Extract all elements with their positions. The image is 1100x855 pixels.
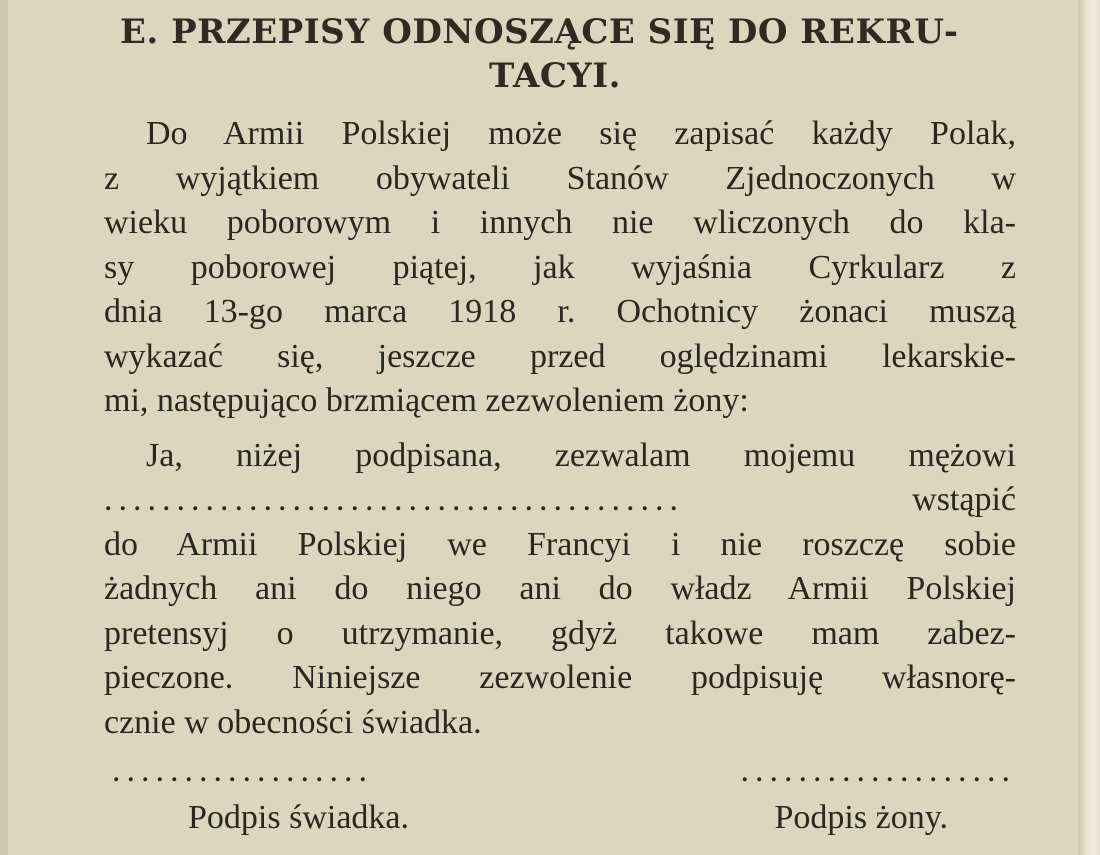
signature-labels xyxy=(188,796,948,840)
witness-signature-blank: .................. xyxy=(112,752,373,789)
paragraph-line: wieku poborowym i innych nie wliczonych do kla- xyxy=(104,204,1016,241)
paragraph-line: mi, następująco brzmiącem zezwoleniem żony: xyxy=(104,382,749,419)
paragraph-line: sy poborowej piątej, jak wyjaśnia Cyrkularz z xyxy=(104,248,1016,286)
page-right-margin xyxy=(1078,0,1100,855)
paragraph-line: z wyjątkiem obywateli Stanów Zjednoczonych w xyxy=(104,159,1016,197)
declaration-line: żadnych ani do niego ani do władz Armii Polskiej xyxy=(104,570,1016,607)
declaration-line: Ja, niżej podpisana, zezwalam mojemu mężowi xyxy=(146,436,1016,474)
declaration-line: do Armii Polskiej we Francyi i nie roszczę sobie xyxy=(104,525,1016,563)
body-text xyxy=(104,112,1016,745)
husband-name-blank: ........................................ xyxy=(104,481,684,518)
declaration-word: wstąpić xyxy=(912,481,1016,518)
paragraph-line: wykazać się, jeszcze przed oględzinami lekarskie- xyxy=(104,337,1016,375)
wife-signature-blank: ................... xyxy=(740,752,1016,789)
heading-line-2: TACYI. xyxy=(489,56,621,96)
declaration-line: cznie w obecności świadka. xyxy=(104,703,482,741)
heading-line-1: E. PRZEPISY ODNOSZĄCE SIĘ DO REKRU- xyxy=(120,12,959,52)
signature-blanks xyxy=(112,752,1016,790)
wife-signature-label: Podpis żony. xyxy=(774,799,948,836)
declaration-fill-line xyxy=(104,478,1016,523)
section-heading xyxy=(120,10,1010,98)
witness-signature-label: Podpis świadka. xyxy=(188,799,409,836)
declaration-line: pretensyj o utrzymanie, gdyż takowe mam zabez- xyxy=(104,614,1016,652)
paragraph-line: dnia 13-go marca 1918 r. Ochotnicy żonaci muszą xyxy=(104,293,1016,330)
paragraph-line: Do Armii Polskiej może się zapisać każdy Polak, xyxy=(146,115,1016,152)
document-page xyxy=(8,0,1078,855)
declaration-line: pieczone. Niniejsze zezwolenie podpisuję własnorę- xyxy=(104,659,1016,696)
